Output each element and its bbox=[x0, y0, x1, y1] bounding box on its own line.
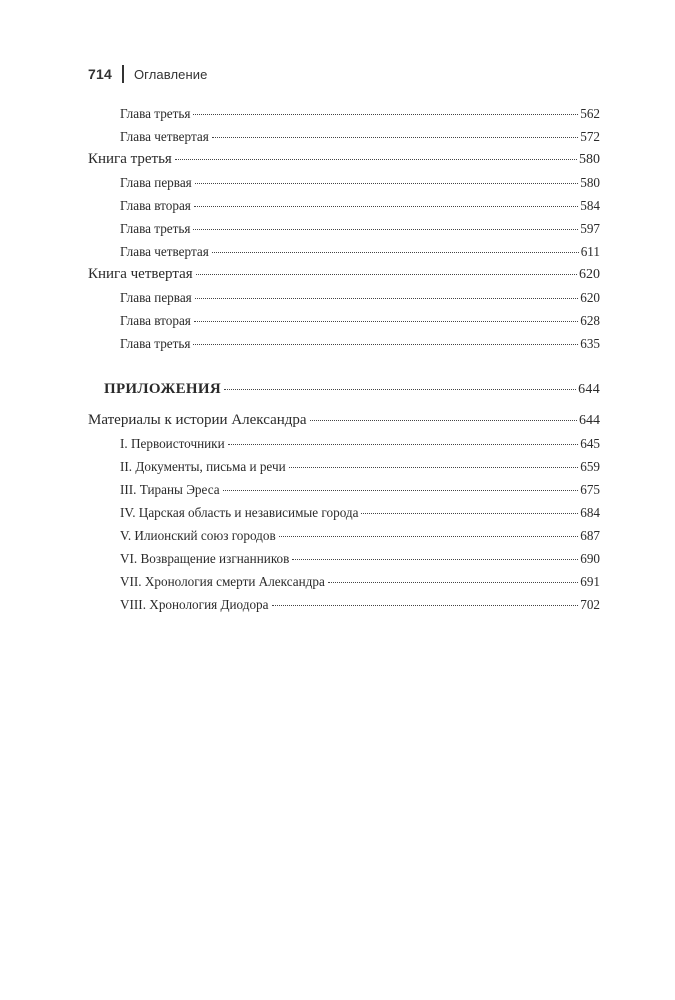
dot-leader bbox=[195, 183, 578, 184]
dot-leader bbox=[224, 389, 576, 390]
toc-entry-title: Книга третья bbox=[88, 151, 172, 167]
toc-entry-title: Материалы к истории Александра bbox=[88, 412, 307, 428]
toc-entry-title: Глава третья bbox=[120, 336, 191, 351]
toc-entry-chapter[interactable] bbox=[88, 286, 600, 309]
toc-entry-title: Глава первая bbox=[120, 175, 192, 190]
toc-entry-appendix-item[interactable] bbox=[88, 455, 600, 478]
toc-entry-page: 572 bbox=[580, 129, 600, 144]
toc-entry-title: I. Первоисточники bbox=[120, 436, 225, 451]
toc-entry-appendix-item[interactable] bbox=[88, 593, 600, 616]
toc-entry-title: Глава вторая bbox=[120, 198, 191, 213]
toc-entry-appendix-item[interactable] bbox=[88, 432, 600, 455]
dot-leader bbox=[228, 444, 579, 445]
toc-entry-chapter[interactable] bbox=[88, 102, 600, 125]
running-title: Оглавление bbox=[133, 66, 208, 82]
toc-entry-page: 620 bbox=[580, 290, 600, 305]
toc-entry-chapter[interactable] bbox=[88, 217, 600, 240]
running-head bbox=[88, 64, 207, 84]
toc-entry-page: 691 bbox=[580, 574, 600, 589]
materials-group bbox=[88, 409, 600, 616]
toc-entry-title: II. Документы, письма и речи bbox=[120, 459, 286, 474]
toc-entry-title: Глава первая bbox=[120, 290, 192, 305]
toc-entry-title: Глава третья bbox=[120, 221, 191, 236]
section-spacer bbox=[88, 355, 600, 377]
toc-entry-title: Глава третья bbox=[120, 106, 191, 121]
dot-leader bbox=[223, 490, 579, 491]
toc-entry-page: 611 bbox=[580, 244, 600, 259]
toc-entry-appendix-item[interactable] bbox=[88, 478, 600, 501]
toc-entry-page: 644 bbox=[578, 382, 600, 397]
toc-entry-appendices[interactable] bbox=[88, 377, 600, 401]
toc-entry-appendix-item[interactable] bbox=[88, 547, 600, 570]
dot-leader bbox=[272, 605, 579, 606]
dot-leader bbox=[212, 137, 578, 138]
table-of-contents bbox=[88, 102, 600, 616]
section-spacer bbox=[88, 401, 600, 409]
toc-entry-title: VII. Хронология смерти Александра bbox=[120, 574, 325, 589]
toc-entry-title: V. Илионский союз городов bbox=[120, 528, 276, 543]
dot-leader bbox=[361, 513, 578, 514]
toc-entry-page: 675 bbox=[580, 482, 600, 497]
toc-entry-title: VIII. Хронология Диодора bbox=[120, 597, 269, 612]
toc-entry-page: 687 bbox=[580, 528, 600, 543]
dot-leader bbox=[193, 229, 578, 230]
dot-leader bbox=[212, 252, 579, 253]
toc-entry-page: 580 bbox=[579, 152, 600, 167]
dot-leader bbox=[310, 420, 577, 421]
toc-entry-materials[interactable] bbox=[88, 409, 600, 432]
toc-entry-page: 644 bbox=[579, 413, 600, 428]
toc-entry-page: 659 bbox=[580, 459, 600, 474]
toc-entry-chapter[interactable] bbox=[88, 125, 600, 148]
dot-leader bbox=[175, 159, 577, 160]
toc-entry-title: VI. Возвращение изгнанников bbox=[120, 551, 290, 566]
dot-leader bbox=[195, 298, 578, 299]
dot-leader bbox=[194, 206, 578, 207]
toc-entry-page: 580 bbox=[580, 175, 600, 190]
toc-entry-page: 635 bbox=[580, 336, 600, 351]
toc-entry-book[interactable] bbox=[88, 148, 600, 171]
toc-entry-page: 620 bbox=[579, 267, 600, 282]
toc-entry-title: ПРИЛОЖЕНИЯ bbox=[104, 381, 221, 397]
page-number: 714 bbox=[88, 66, 112, 82]
toc-entry-title: IV. Царская область и независимые города bbox=[120, 505, 359, 520]
toc-entry-title: Глава четвертая bbox=[120, 244, 209, 259]
dot-leader bbox=[193, 344, 578, 345]
toc-entry-book[interactable] bbox=[88, 263, 600, 286]
toc-entry-page: 690 bbox=[580, 551, 600, 566]
toc-entry-page: 702 bbox=[580, 597, 600, 612]
toc-entry-chapter[interactable] bbox=[88, 309, 600, 332]
toc-entry-page: 645 bbox=[580, 436, 600, 451]
toc-entry-appendix-item[interactable] bbox=[88, 570, 600, 593]
toc-entry-chapter[interactable] bbox=[88, 194, 600, 217]
toc-entry-page: 562 bbox=[580, 106, 600, 121]
toc-entry-title: III. Тираны Эреса bbox=[120, 482, 220, 497]
dot-leader bbox=[328, 582, 578, 583]
toc-entry-title: Глава четвертая bbox=[120, 129, 209, 144]
toc-entry-page: 628 bbox=[580, 313, 600, 328]
header-divider bbox=[122, 65, 124, 83]
toc-entry-chapter[interactable] bbox=[88, 332, 600, 355]
dot-leader bbox=[194, 321, 578, 322]
dot-leader bbox=[279, 536, 579, 537]
toc-entry-appendix-item[interactable] bbox=[88, 501, 600, 524]
toc-entry-title: Книга четвертая bbox=[88, 266, 193, 282]
dot-leader bbox=[196, 274, 577, 275]
dot-leader bbox=[289, 467, 579, 468]
toc-entry-page: 684 bbox=[580, 505, 600, 520]
toc-entry-chapter[interactable] bbox=[88, 240, 600, 263]
toc-entry-page: 597 bbox=[580, 221, 600, 236]
dot-leader bbox=[292, 559, 578, 560]
toc-entry-chapter[interactable] bbox=[88, 171, 600, 194]
toc-entry-title: Глава вторая bbox=[120, 313, 191, 328]
toc-entry-page: 584 bbox=[580, 198, 600, 213]
toc-entry-appendix-item[interactable] bbox=[88, 524, 600, 547]
dot-leader bbox=[193, 114, 578, 115]
